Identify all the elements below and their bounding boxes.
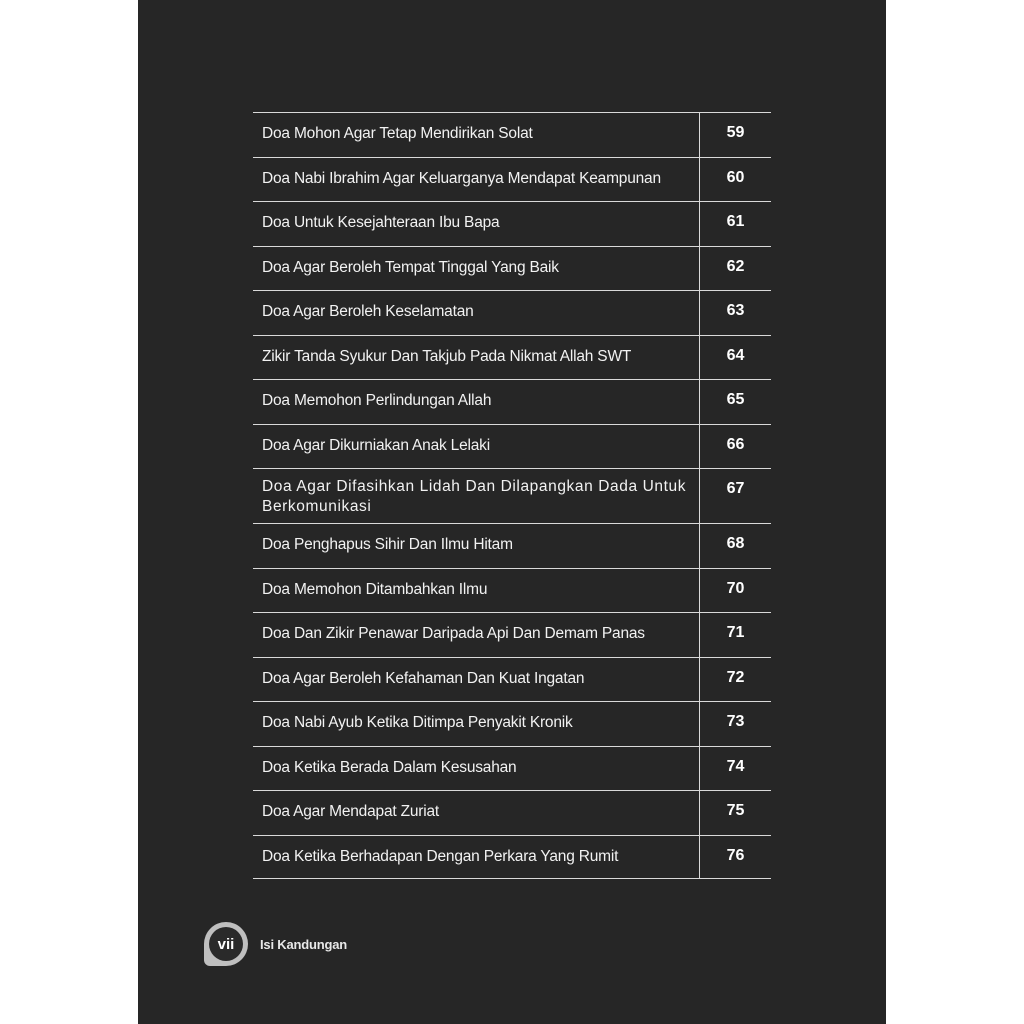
toc-row[interactable] — [253, 568, 771, 613]
toc-entry-page: 74 — [726, 757, 745, 775]
toc-row[interactable] — [253, 657, 771, 702]
toc-row[interactable] — [253, 379, 771, 424]
book-page — [138, 0, 886, 1024]
toc-entry-title: Doa Nabi Ayub Ketika Ditimpa Penyakit Kronik — [253, 702, 700, 746]
toc-entry-page: 62 — [726, 257, 745, 275]
toc-entry-title: Doa Dan Zikir Penawar Daripada Api Dan Demam Panas — [253, 613, 700, 657]
toc-entry-page: 63 — [726, 302, 745, 319]
toc-row[interactable] — [253, 246, 771, 291]
toc-entry-page: 72 — [726, 668, 745, 686]
toc-row[interactable] — [253, 424, 771, 469]
toc-entry-page: 73 — [726, 713, 745, 730]
toc-entry-title: Doa Agar Beroleh Kefahaman Dan Kuat Ingatan — [253, 658, 700, 702]
toc-entry-title: Doa Agar Beroleh Keselamatan — [253, 291, 700, 335]
toc-entry-title: Doa Mohon Agar Tetap Mendirikan Solat — [253, 113, 700, 157]
toc-entry-title: Doa Agar Mendapat Zuriat — [253, 791, 700, 835]
page-number: vii — [209, 927, 243, 961]
toc-entry-title: Doa Ketika Berada Dalam Kesusahan — [253, 747, 700, 791]
toc-entry-page: 65 — [726, 391, 745, 408]
toc-row[interactable] — [253, 335, 771, 380]
toc-entry-title: Doa Agar Beroleh Tempat Tinggal Yang Baik — [253, 247, 700, 291]
toc-entry-page: 68 — [726, 535, 745, 552]
toc-entry-title: Doa Agar Dikurniakan Anak Lelaki — [253, 425, 700, 469]
toc-entry-title: Zikir Tanda Syukur Dan Takjub Pada Nikmat Allah SWT — [253, 336, 700, 380]
toc-row[interactable] — [253, 790, 771, 835]
toc-entry-title: Doa Nabi Ibrahim Agar Keluarganya Mendapat Keampunan — [253, 158, 700, 202]
toc-entry-page: 67 — [726, 480, 745, 497]
toc-entry-title: Doa Memohon Ditambahkan Ilmu — [253, 569, 700, 613]
table-of-contents — [253, 112, 771, 879]
toc-row[interactable] — [253, 468, 771, 523]
toc-row[interactable] — [253, 112, 771, 157]
toc-entry-page: 64 — [726, 346, 745, 364]
toc-entry-page: 61 — [726, 213, 745, 230]
toc-entry-title: Doa Ketika Berhadapan Dengan Perkara Yang Rumit — [253, 836, 700, 879]
toc-entry-page: 75 — [726, 802, 745, 819]
toc-row[interactable] — [253, 201, 771, 246]
toc-entry-page: 60 — [726, 168, 745, 186]
section-label: Isi Kandungan — [260, 936, 347, 952]
toc-entry-title: Doa Penghapus Sihir Dan Ilmu Hitam — [253, 524, 700, 568]
toc-entry-title: Doa Memohon Perlindungan Allah — [253, 380, 700, 424]
page-number-badge — [204, 922, 248, 966]
toc-entry-title: Doa Untuk Kesejahteraan Ibu Bapa — [253, 202, 700, 246]
toc-entry-page: 71 — [726, 624, 745, 641]
toc-entry-page: 66 — [726, 435, 745, 453]
toc-row[interactable] — [253, 157, 771, 202]
toc-row[interactable] — [253, 746, 771, 791]
toc-entry-title: Doa Agar Difasihkan Lidah Dan Dilapangkan Dada Untuk Berkomunikasi — [253, 469, 700, 523]
toc-row[interactable] — [253, 835, 771, 880]
toc-entry-page: 70 — [726, 579, 745, 597]
toc-row[interactable] — [253, 701, 771, 746]
page-footer — [204, 922, 347, 966]
toc-entry-page: 76 — [726, 846, 745, 864]
toc-row[interactable] — [253, 290, 771, 335]
toc-row[interactable] — [253, 612, 771, 657]
toc-row[interactable] — [253, 523, 771, 568]
toc-entry-page: 59 — [726, 124, 745, 141]
